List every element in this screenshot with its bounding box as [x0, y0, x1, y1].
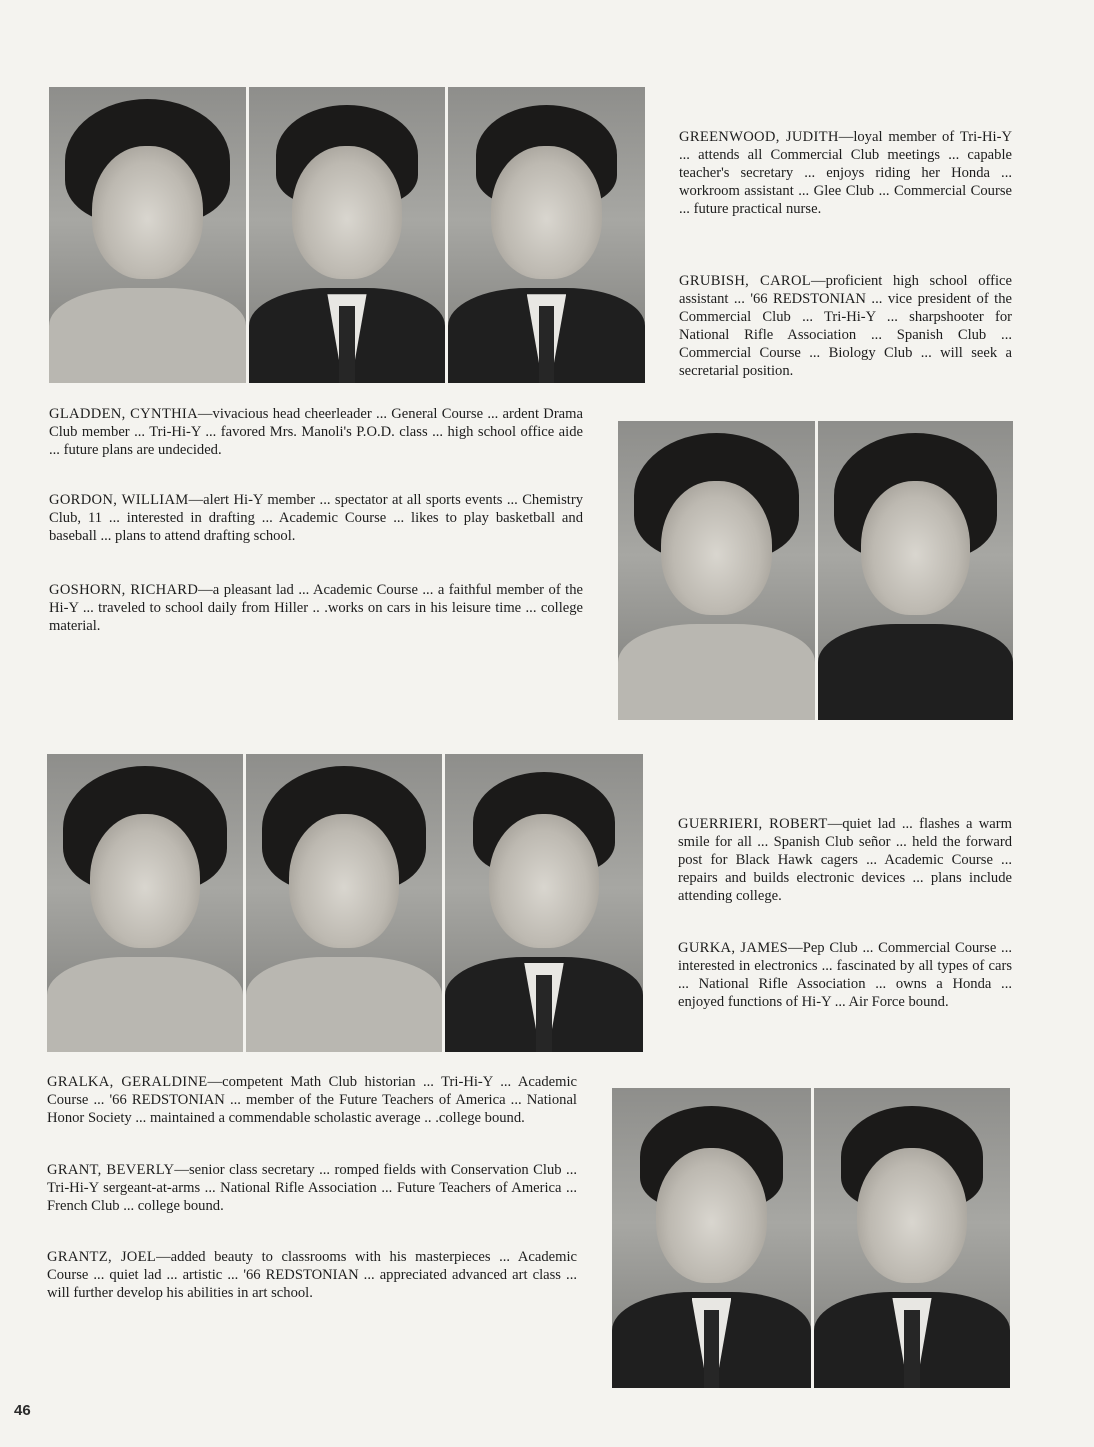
bio-text: vivacious head cheerleader ... General Course ... ardent Drama Club member ... Tri-Hi-Y ... favored Mrs. Manoli's P.O.D. class ... high school office aide ... future plans are undecided.	[49, 406, 583, 458]
bio-name: GRANTZ, JOEL	[47, 1249, 157, 1265]
bio-text: alert Hi-Y member ... spectator at all sports events ... Chemistry Club, 11 ... interested in drafting ... Academic Course ... likes to play basketball and baseball ... plans to attend drafting school.	[49, 492, 583, 544]
portrait-photo-grant	[246, 754, 442, 1052]
bio-greenwood: GREENWOOD, JUDITH—loyal member of Tri-Hi-Y ... attends all Commercial Club meetings ... capable teacher's secretary ... enjoys riding her Honda ... workroom assistant ... Glee Club ... Commercial Course ... future practical nurse.	[679, 129, 1012, 217]
portrait-photo-gurka	[814, 1088, 1010, 1388]
portrait-photo-goshorn	[448, 87, 645, 383]
portrait-photo-grubish	[818, 421, 1013, 720]
portrait-photo-gordon	[249, 87, 445, 383]
bio-name: GUERRIERI, ROBERT	[678, 816, 828, 832]
bio-text: a pleasant lad ... Academic Course ... a faithful member of the Hi-Y ... traveled to school daily from Hiller .. .works on cars in his leisure time ... college material.	[49, 582, 583, 634]
bio-text: Pep Club ... Commercial Course ... interested in electronics ... fascinated by all types of cars ... National Rifle Association ... owns a Honda ... enjoyed functions of Hi-Y ... Air Force bound.	[678, 940, 1013, 1010]
page-number: 46	[14, 1402, 31, 1419]
bio-text: proficient high school office assistant ... '66 REDSTONIAN ... vice president of the Commercial Club ... Tri-Hi-Y ... sharpshooter for National Rifle Association ... Spanish Club ... Commercial Course ... Biology Club ... will seek a secretarial position.	[679, 273, 1012, 379]
bio-name: GRUBISH, CAROL	[679, 273, 811, 289]
bio-text: added beauty to classrooms with his masterpieces ... Academic Course ... quiet lad ... artistic ... '66 REDSTONIAN ... appreciated advanced art class ... will further develop his abilities in art school.	[47, 1249, 577, 1301]
bio-name: GLADDEN, CYNTHIA	[49, 406, 198, 422]
bio-name: GOSHORN, RICHARD	[49, 582, 199, 598]
portrait-photo-grantz	[445, 754, 643, 1052]
bio-guerrieri: GUERRIERI, ROBERT—quiet lad ... flashes a warm smile for all ... Spanish Club señor ... held the forward post for Black Hawk cagers ... Academic Course ... repairs and builds electronic devices ... plans include attending college.	[678, 816, 1012, 904]
bio-name: GRANT, BEVERLY	[47, 1162, 175, 1178]
bio-name: GRALKA, GERALDINE	[47, 1074, 208, 1090]
portrait-photo-gralka	[47, 754, 243, 1052]
bio-grubish: GRUBISH, CAROL—proficient high school office assistant ... '66 REDSTONIAN ... vice president of the Commercial Club ... Tri-Hi-Y ... sharpshooter for National Rifle Association ... Spanish Club ... Commercial Course ... Biology Club ... will seek a secretarial position.	[679, 273, 1012, 379]
bio-grant: GRANT, BEVERLY—senior class secretary ... romped fields with Conservation Club ... Tri-Hi-Y sergeant-at-arms ... National Rifle Association ... Future Teachers of America ... French Club ... college bound.	[47, 1162, 577, 1214]
bio-name: GURKA, JAMES	[678, 940, 789, 956]
bio-text: senior class secretary ... romped fields with Conservation Club ... Tri-Hi-Y sergeant-at-arms ... National Rifle Association ... Future Teachers of America ... French Club ... college bound.	[47, 1162, 577, 1214]
bio-text: competent Math Club historian ... Tri-Hi-Y ... Academic Course ... '66 REDSTONIAN ... member of the Future Teachers of America ... National Honor Society ... maintained a commendable scholastic average .. .college bound.	[47, 1074, 577, 1126]
bio-gladden: GLADDEN, CYNTHIA—vivacious head cheerleader ... General Course ... ardent Drama Club member ... Tri-Hi-Y ... favored Mrs. Manoli's P.O.D. class ... high school office aide ... future plans are undecided.	[49, 406, 583, 458]
portrait-photo-gladden	[49, 87, 246, 383]
bio-grantz: GRANTZ, JOEL—added beauty to classrooms with his masterpieces ... Academic Course ... quiet lad ... artistic ... '66 REDSTONIAN ... appreciated advanced art class ... will further develop his abilities in art school.	[47, 1249, 577, 1301]
bio-text: quiet lad ... flashes a warm smile for all ... Spanish Club señor ... held the forward post for Black Hawk cagers ... Academic Course ... repairs and builds electronic devices ... plans include attending college.	[678, 816, 1012, 904]
bio-name: GORDON, WILLIAM	[49, 492, 189, 508]
bio-text: loyal member of Tri-Hi-Y ... attends all Commercial Club meetings ... capable teacher's secretary ... enjoys riding her Honda ... workroom assistant ... Glee Club ... Commercial Course ... future practical nurse.	[679, 129, 1012, 217]
portrait-photo-greenwood	[618, 421, 815, 720]
bio-gordon: GORDON, WILLIAM—alert Hi-Y member ... spectator at all sports events ... Chemistry Club, 11 ... interested in drafting ... Academic Course ... likes to play basketball and baseball ... plans to attend drafting school.	[49, 492, 583, 544]
bio-goshorn: GOSHORN, RICHARD—a pleasant lad ... Academic Course ... a faithful member of the Hi-Y ... traveled to school daily from Hiller .. .works on cars in his leisure time ... college material.	[49, 582, 583, 634]
bio-gralka: GRALKA, GERALDINE—competent Math Club historian ... Tri-Hi-Y ... Academic Course ... '66 REDSTONIAN ... member of the Future Teachers of America ... National Honor Society ... maintained a commendable scholastic average .. .college bound.	[47, 1074, 577, 1126]
bio-name: GREENWOOD, JUDITH	[679, 129, 839, 145]
bio-gurka: GURKA, JAMES—Pep Club ... Commercial Course ... interested in electronics ... fascinated by all types of cars ... National Rifle Association ... owns a Honda ... enjoyed functions of Hi-Y ... Air Force bound.	[678, 940, 1013, 1010]
portrait-photo-guerrieri	[612, 1088, 811, 1388]
